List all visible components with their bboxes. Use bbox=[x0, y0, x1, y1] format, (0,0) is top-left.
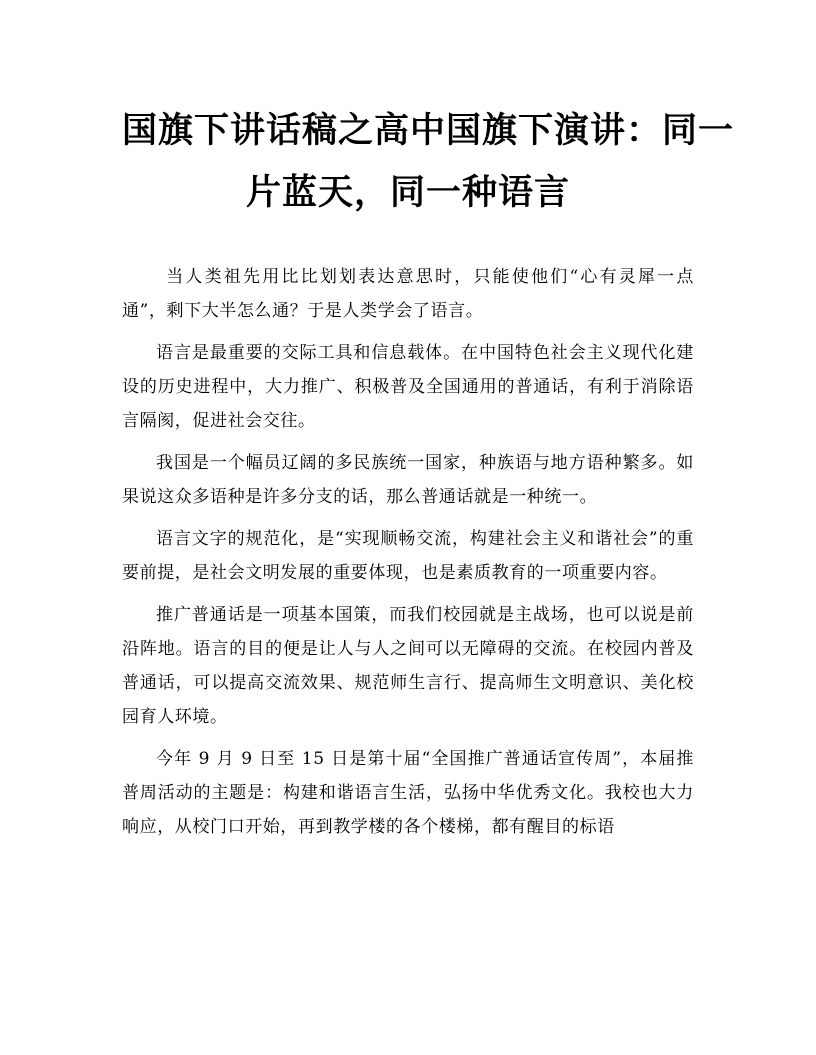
document-title bbox=[122, 100, 735, 224]
paragraph: 我国是一个幅员辽阔的多民族统一国家，种族语与地方语种繁多。如果说这众多语种是许多分支的话，那么普通话就是一种统一。 bbox=[122, 453, 694, 507]
paragraph: 语言文字的规范化，是“实现顺畅交流，构建社会主义和谐社会”的重要前提，是社会文明发展的重要体现，也是素质教育的一项重要内容。 bbox=[122, 529, 694, 583]
document-body bbox=[122, 260, 694, 844]
paragraph: 当人类祖先用比比划划表达意思时，只能使他们“心有灵犀一点通”，剩下大半怎么通？于是人类学会了语言。 bbox=[122, 267, 694, 321]
paragraph: 今年 9 月 9 日至 15 日是第十届“全国推广普通话宣传周”，本届推普周活动的主题是：构建和谐语言生活，弘扬中华优秀文化。我校也大力响应，从校门口开始，再到教学楼的各个楼梯，都有醒目的标语 bbox=[122, 749, 694, 837]
title-line-1: 国旗下讲话稿之高中国旗下演讲：同一 bbox=[122, 111, 735, 151]
paragraph: 推广普通话是一项基本国策，而我们校园就是主战场，也可以说是前沿阵地。语言的目的便是让人与人之间可以无障碍的交流。在校园内普及普通话，可以提高交流效果、规范师生言行、提高师生文明意识、美化校园育人环境。 bbox=[122, 605, 694, 727]
title-line-2: 片蓝天，同一种语言 bbox=[245, 173, 570, 213]
paragraph: 语言是最重要的交际工具和信息载体。在中国特色社会主义现代化建设的历史进程中，大力推广、积极普及全国通用的普通话，有利于消除语言隔阂，促进社会交往。 bbox=[122, 343, 694, 431]
